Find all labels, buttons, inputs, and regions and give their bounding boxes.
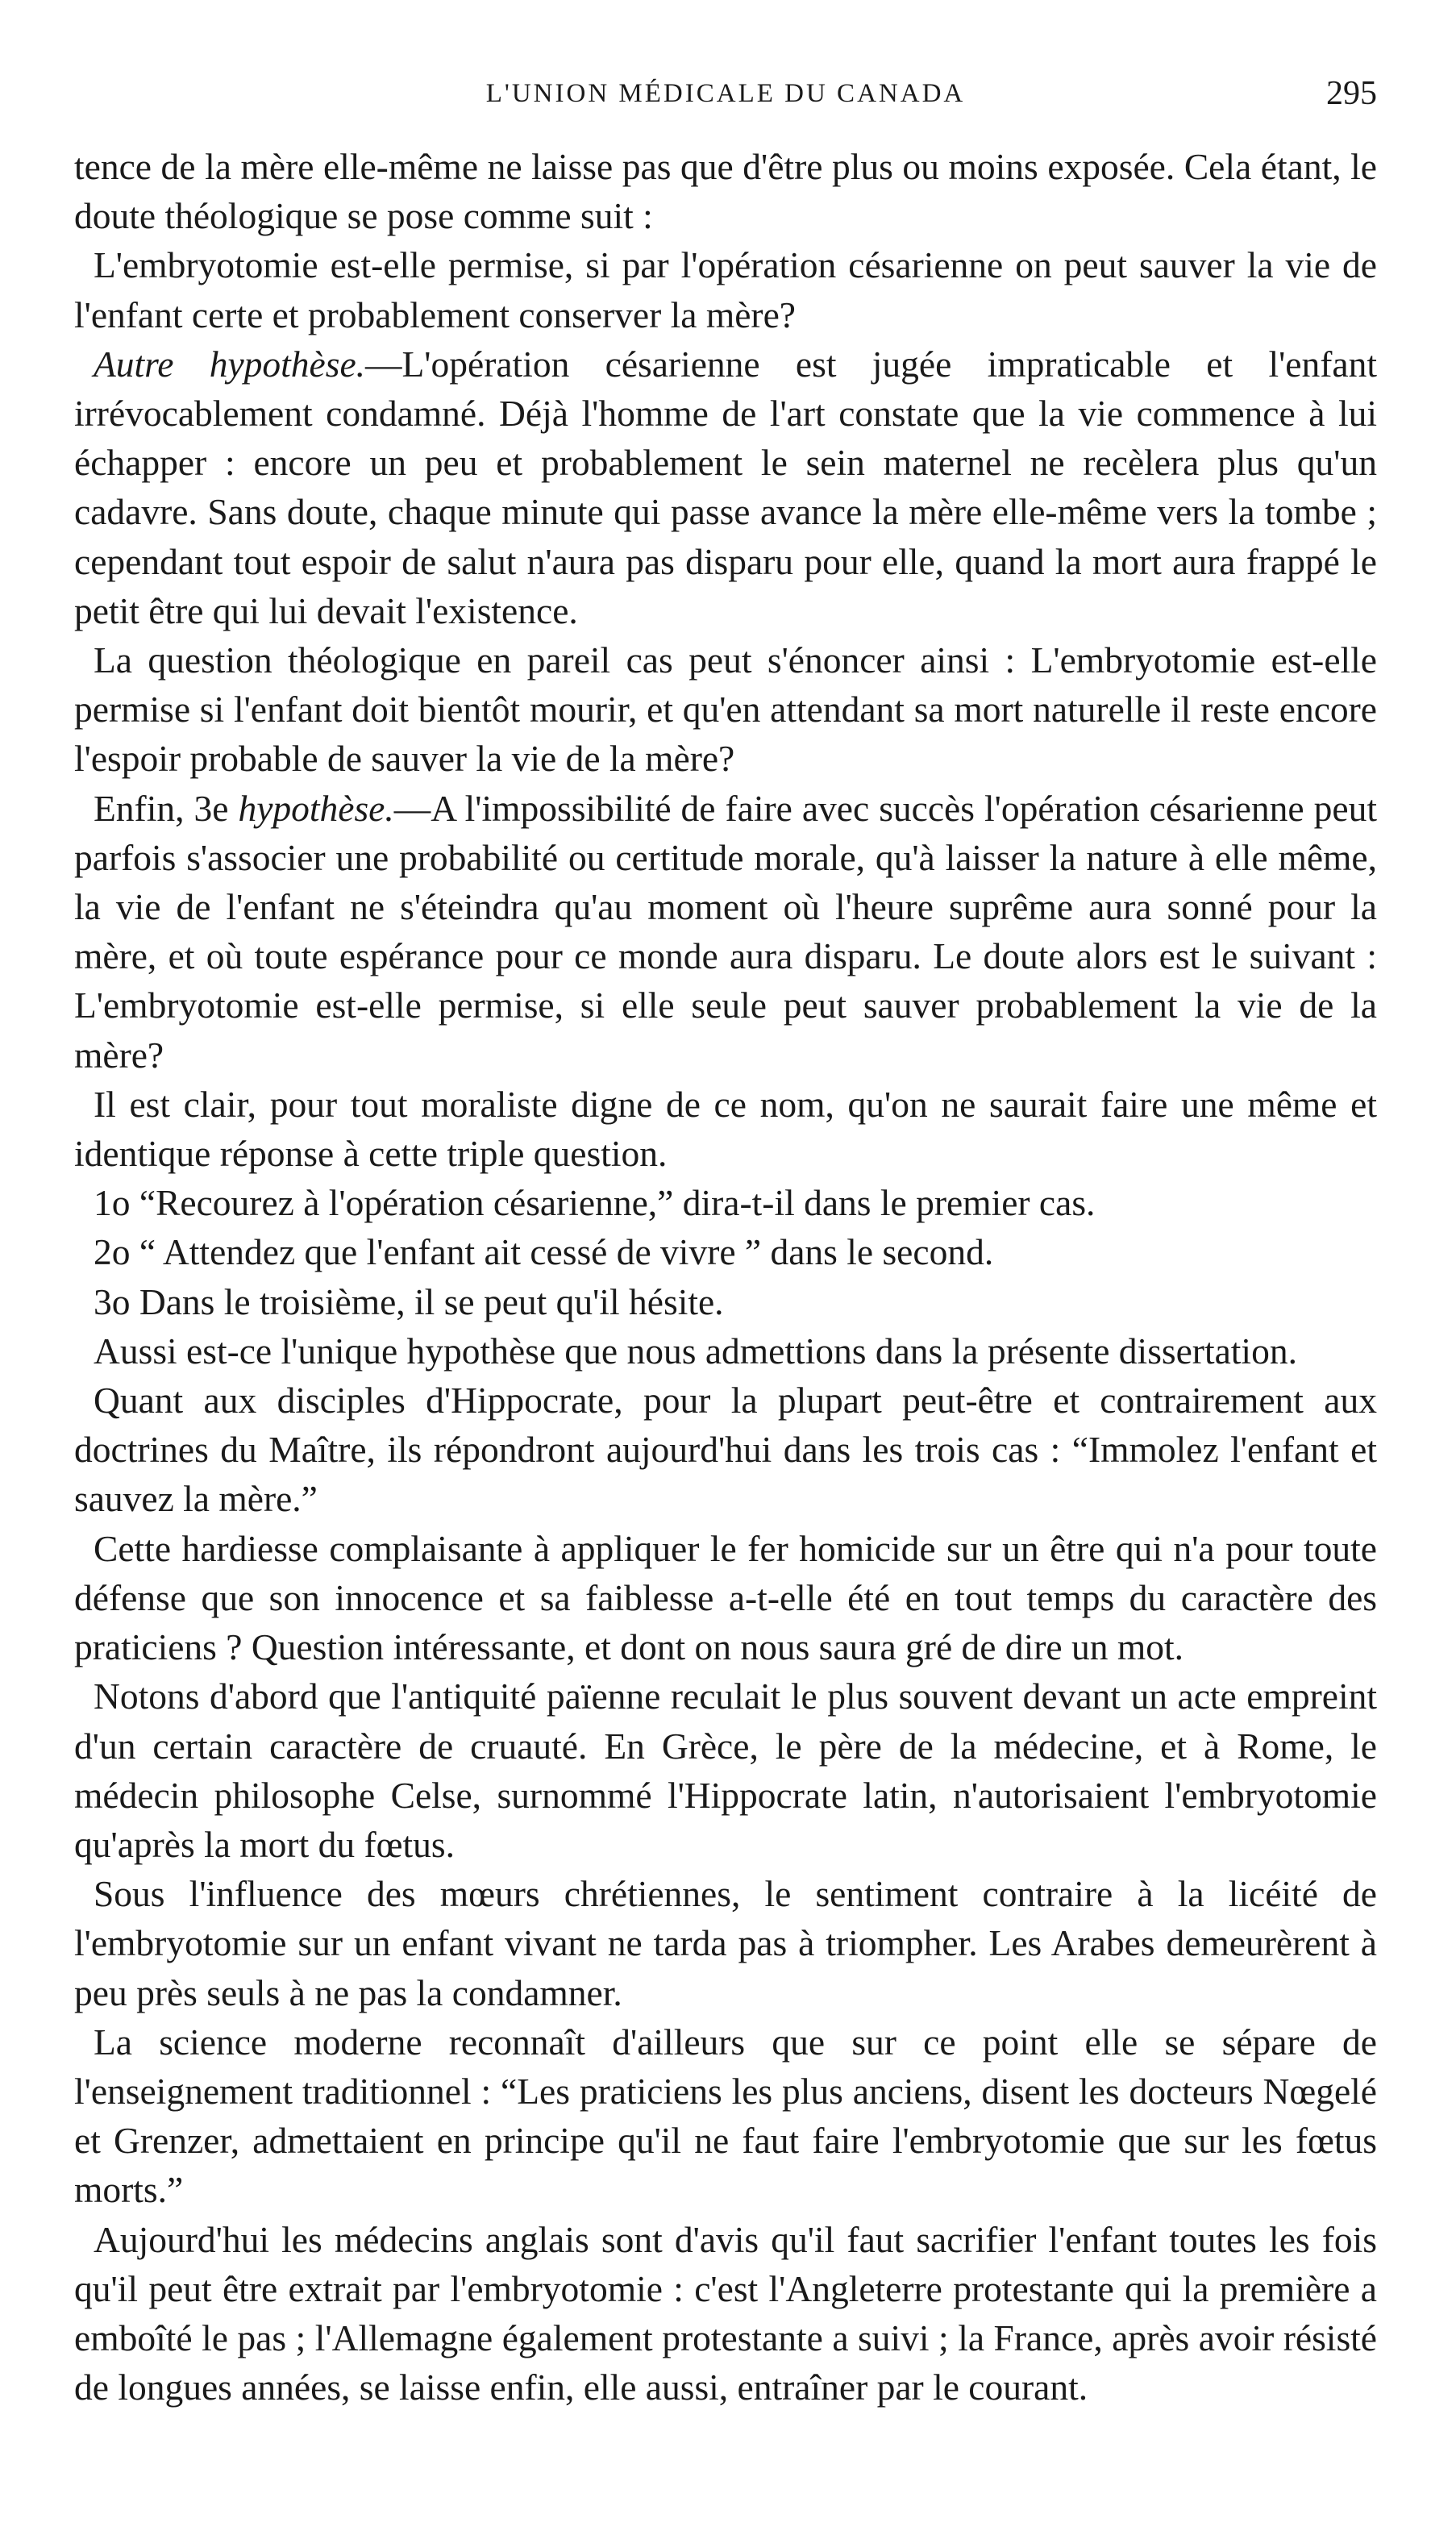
paragraph: La science moderne reconnaît d'ailleurs que sur ce point elle se sépare de l'enseignement traditionnel : “Les praticiens les plus anciens, disent les docteurs Nœgelé et Grenzer, admettaient en principe qu'il ne faut faire l'embryotomie que sur les fœtus morts.” — [74, 2021, 1377, 2211]
running-title: L'UNION MÉDICALE DU CANADA — [485, 79, 966, 108]
paragraph: L'embryotomie est-elle permise, si par l'opération césarienne on peut sauver la vie de l'enfant certe et probablement conserver la mère? — [74, 244, 1377, 335]
paragraph: Notons d'abord que l'antiquité païenne reculait le plus souvent devant un acte empreint d'un certain caractère de cruauté. En Grèce, le père de la médecine, et à Rome, le médecin philosophe Celse, surnommé l'Hippocrate latin, n'autorisaient l'embryotomie qu'après la mort du fœtus. — [74, 1676, 1377, 1865]
numbered-item: 3o Dans le troisième, il se peut qu'il hésite. — [94, 1280, 724, 1322]
paragraph: Quant aux disciples d'Hippocrate, pour la plupart peut-être et contrairement aux doctrines du Maître, ils répondront aujourd'hui dans les trois cas : “Immolez l'enfant et sauvez la mère.” — [74, 1380, 1377, 1520]
numbered-item: 1o “Recourez à l'opération césarienne,” dira-t-il dans le premier cas. — [94, 1182, 1096, 1224]
running-head — [74, 68, 1377, 124]
paragraph: Aussi est-ce l'unique hypothèse que nous admettions dans la présente dissertation. — [94, 1330, 1297, 1372]
paragraph: Sous l'influence des mœurs chrétiennes, le sentiment contraire à la licéité de l'embryotomie sur un enfant vivant ne tarda pas à triompher. Les Arabes demeurèrent à peu près seuls à ne pas la condamner. — [74, 1873, 1377, 2013]
paragraph: tence de la mère elle-même ne laisse pas que d'être plus ou moins exposée. Cela étant, le doute théologique se pose comme suit : — [74, 146, 1377, 237]
page — [74, 68, 1377, 2412]
paragraph: Cette hardiesse complaisante à appliquer le fer homicide sur un être qui n'a pour toute défense que son innocence et sa faiblesse a-t-elle été en tout temps du caractère des praticiens ? Question intéressante, et dont on nous saura gré de dire un mot. — [74, 1527, 1377, 1668]
paragraph: Autre hypothèse.—L'opération césarienne est jugée impraticable et l'enfant irrévocablement condamné. Déjà l'homme de l'art constate que la vie commence à lui échapper : encore un peu et probablement le sein maternel ne recèlera plus qu'un cadavre. Sans doute, chaque minute qui passe avance la mère elle-même vers la tombe ; cependant tout espoir de salut n'aura pas disparu pour elle, quand la mort aura frappé le petit être qui lui devait l'existence. — [74, 343, 1377, 631]
body-text — [74, 142, 1377, 2412]
page-number: 295 — [1326, 75, 1377, 112]
paragraph: Il est clair, pour tout moraliste digne de ce nom, qu'on ne saurait faire une même et identique réponse à cette triple question. — [74, 1083, 1377, 1175]
paragraph: Enfin, 3e hypothèse.—A l'impossibilité de faire avec succès l'opération césarienne peut parfois s'associer une probabilité ou certitude morale, qu'à laisser la nature à elle même, la vie de l'enfant ne s'éteindra qu'au moment où l'heure suprême aura sonné pour la mère, et où toute espérance pour ce monde aura disparu. Le doute alors est le suivant : L'embryotomie est-elle permise, si elle seule peut sauver probablement la vie de la mère? — [74, 787, 1377, 1076]
paragraph: Aujourd'hui les médecins anglais sont d'avis qu'il faut sacrifier l'enfant toutes les fois qu'il peut être extrait par l'embryotomie : c'est l'Angleterre protestante qui la première a emboîté le pas ; l'Allemagne également protestante a suivi ; la France, après avoir résisté de longues années, se laisse enfin, elle aussi, entraîner par le courant. — [74, 2218, 1377, 2408]
paragraph: La question théologique en pareil cas peut s'énoncer ainsi : L'embryotomie est-elle permise si l'enfant doit bientôt mourir, et qu'en attendant sa mort naturelle il reste encore l'espoir probable de sauver la vie de la mère? — [74, 639, 1377, 780]
hypothesis-label: Autre hypothèse. — [94, 343, 366, 385]
hypothesis-label: hypothèse. — [238, 787, 394, 829]
numbered-item: 2o “ Attendez que l'enfant ait cessé de vivre ” dans le second. — [94, 1231, 994, 1273]
